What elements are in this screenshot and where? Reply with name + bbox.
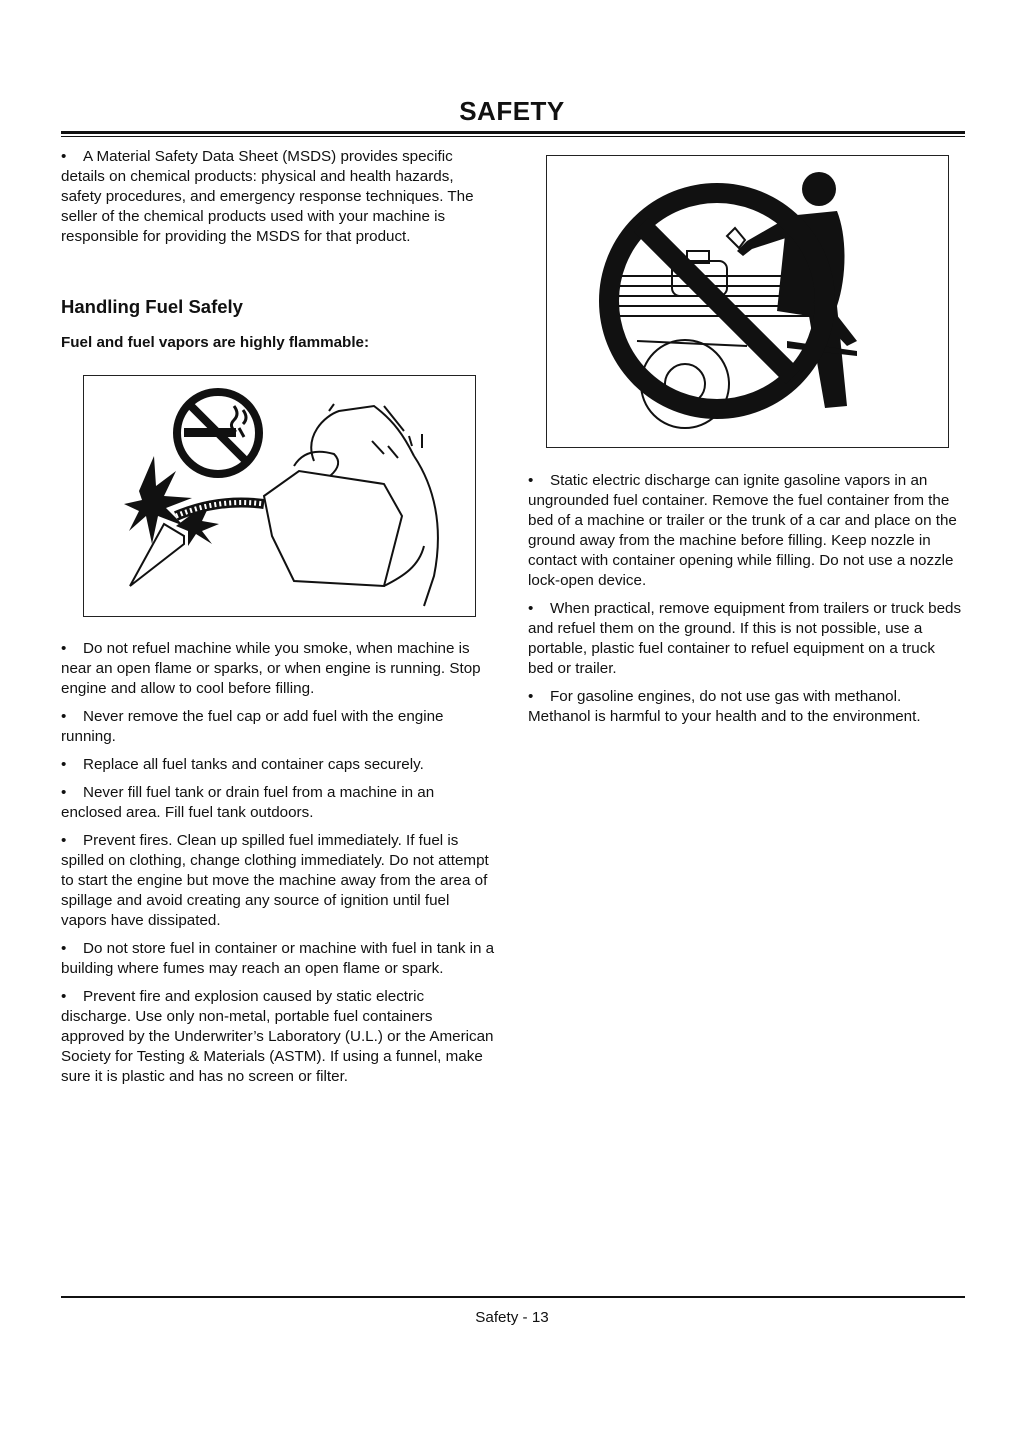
left-column — [61, 147, 497, 353]
list-item: • Do not store fuel in container or machine with fuel in tank in a building where fumes may reach an open flame or spark. — [61, 940, 495, 977]
list-item: • Static electric discharge can ignite gasoline vapors in an ungrounded fuel container. Remove the fuel container from the bed of a machine or trailer or the trunk of a car and place on the ground away from the machine before filling. Keep nozzle in contact with container opening while filling. Do not use a nozzle lock-open device. — [528, 472, 957, 589]
list-item: • Do not refuel machine while you smoke, when machine is near an open flame or sparks, or when engine is running. Stop engine and allow to cool before filling. — [61, 640, 481, 697]
section-heading: Handling Fuel Safely — [61, 296, 243, 317]
list-item: • When practical, remove equipment from trailers or truck beds and refuel them on the ground. If this is not possible, use a portable, plastic fuel container to refuel equipment on a truck bed or trailer. — [528, 600, 962, 677]
title-rule-thin — [61, 136, 965, 137]
title-rule-thick — [61, 131, 965, 134]
intro-bullet: • A Material Safety Data Sheet (MSDS) provides specific details on chemical products: physical and health hazards, safety procedures, and emergency response techniques. The seller of the chemical products used with your machine is responsible for providing the MSDS for that product. — [61, 148, 474, 245]
page-title: SAFETY — [459, 96, 565, 126]
no-smoking-refuel-illustration — [83, 375, 476, 617]
right-bullets — [528, 471, 964, 735]
bullet-symbol: • — [61, 148, 67, 165]
subheading: Fuel and fuel vapors are highly flammable: — [61, 334, 370, 351]
list-item: • Prevent fire and explosion caused by static electric discharge. Use only non-metal, portable fuel containers approved by the Underwriter’s Laboratory (U.L.) or the American Society for Testing & Materials (ASTM). If using a funnel, make sure it is plastic and has no screen or filter. — [61, 988, 494, 1085]
no-smoking-icon — [177, 392, 259, 474]
left-bullets — [61, 639, 497, 1095]
list-item: • For gasoline engines, do not use gas with methanol. Methanol is harmful to your health and to the environment. — [528, 688, 921, 725]
no-trailer-refuel-illustration — [546, 155, 949, 448]
list-item: • Prevent fires. Clean up spilled fuel immediately. If fuel is spilled on clothing, change clothing immediately. Do not attempt to start the engine but move the machine away from the area of spillage and avoid creating any source of ignition until fuel vapors have dissipated. — [61, 832, 489, 929]
list-item: • Replace all fuel tanks and container caps securely. — [61, 756, 424, 773]
list-item: • Never fill fuel tank or drain fuel from a machine in an enclosed area. Fill fuel tank outdoors. — [61, 784, 435, 821]
footer-rule — [61, 1296, 965, 1298]
list-item: • Never remove the fuel cap or add fuel with the engine running. — [61, 708, 444, 745]
page-footer: Safety - 13 — [475, 1309, 549, 1326]
